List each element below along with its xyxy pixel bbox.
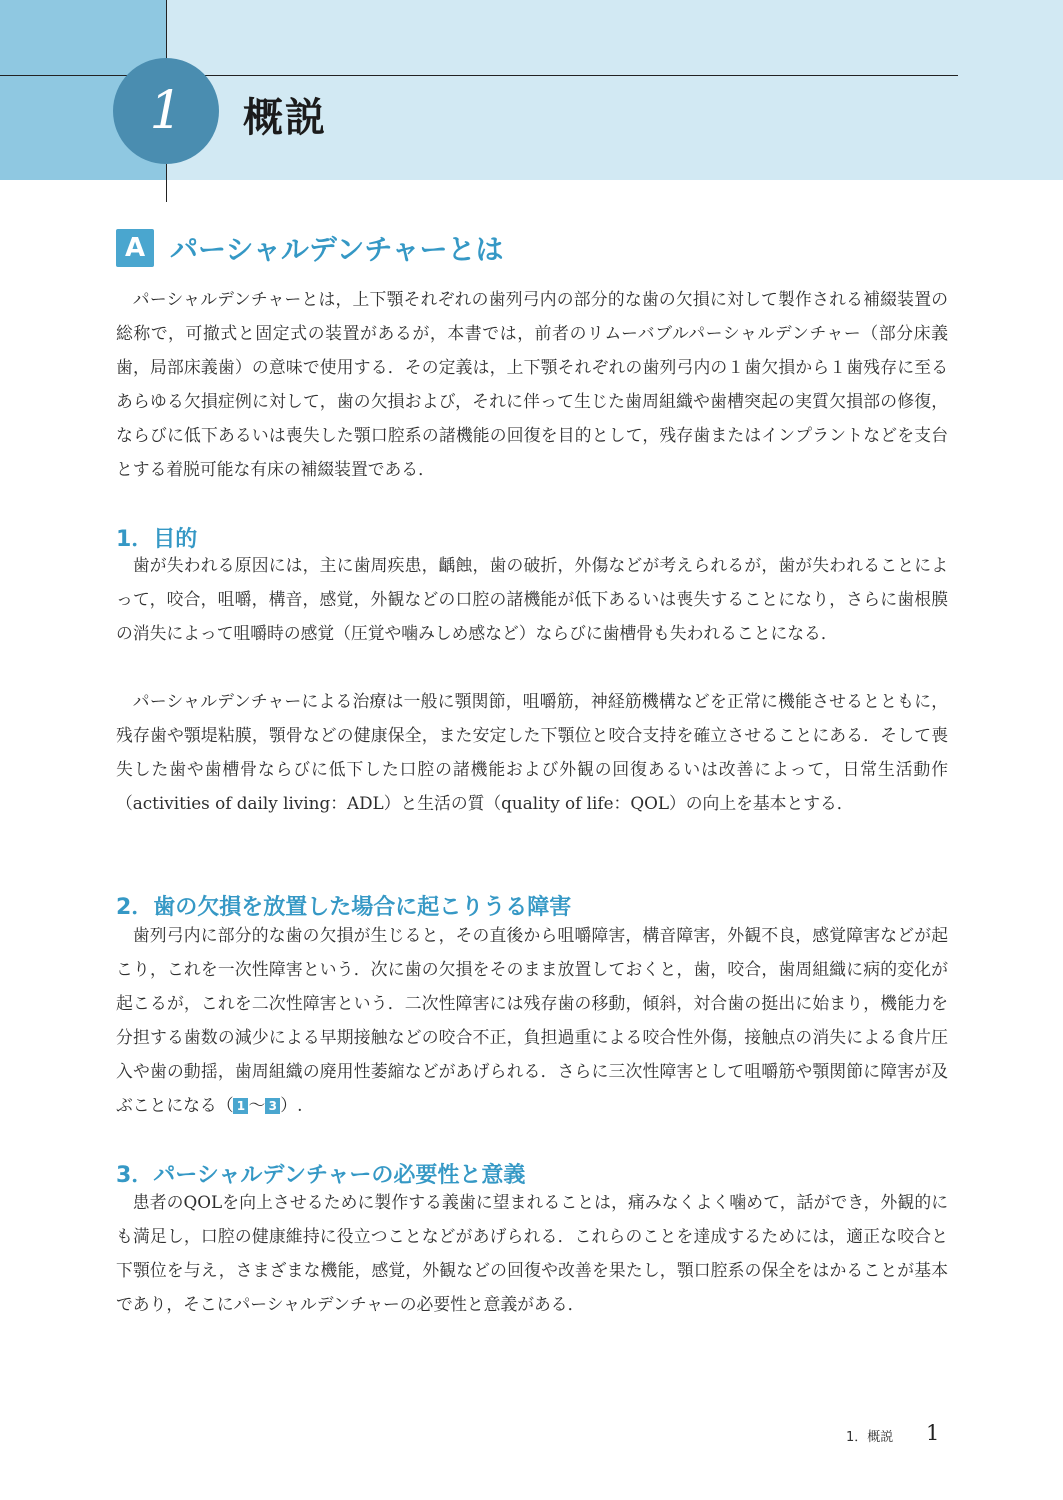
figure-ref-end[interactable]: 3 xyxy=(265,1098,280,1114)
section-title: パーシャルデンチャーとは xyxy=(170,233,504,266)
subsection-2-text: 歯列弓内に部分的な歯の欠損が生じると，その直後から咀嚼障害，構音障害，外観不良，感覚障害などが起こり，これを一次性障害という．次に歯の欠損をそのまま放置しておくと，歯，咬合，歯周組織に病的変化が起こるが，これを二次性障害という．二次性障害には残存歯の移動，傾斜，対合歯の挺出に始まり，機能力を分担する歯数の減少による早期接触などの咬合不正，負担過重による咬合性外傷，接触点の消失による食片圧入や歯の動揺，歯周組織の廃用性萎縮などがあげられる．さらに三次性障害として咀嚼筋や顎関節に障害が及ぶことになる（ xyxy=(116,925,948,1115)
footer-chapter-label: 1．概説 xyxy=(846,1430,894,1445)
figure-ref-separator: ～ xyxy=(248,1095,266,1115)
subsection-1-paragraph-2: パーシャルデンチャーによる治療は一般に顎関節，咀嚼筋，神経筋機構などを正常に機能させるとともに，残存歯や顎堤粘膜，顎骨などの健康保全，また安定した下顎位と咬合支持を確立させることにある．そして喪失した歯や歯槽骨ならびに低下した口腔の諸機能および外観の回復あるいは改善によって，日常生活動作（activities of daily living：ADL）と生活の質（quality of life：QOL）の向上を基本とする． xyxy=(116,691,948,813)
figure-ref-start[interactable]: 1 xyxy=(233,1098,248,1114)
subsection-3-paragraph-1: 患者のQOLを向上させるために製作する義歯に望まれることは，痛みなくよく噛めて，話ができ，外観的にも満足し，口腔の健康維持に役立つことなどがあげられる．これらのことを達成するためには，適正な咬合と下顎位を与え，さまざまな機能，感覚，外観などの回復や改善を果たし，顎口腔系の保全をはかることが基本であり，そこにパーシャルデンチャーの必要性と意義がある． xyxy=(116,1192,948,1314)
subsection-2-paragraph-1 xyxy=(116,918,948,1122)
subsection-2-text-end: ）. xyxy=(280,1095,303,1115)
page-number: 1 xyxy=(926,1421,940,1445)
intro-paragraph: パーシャルデンチャーとは，上下顎それぞれの歯列弓内の部分的な歯の欠損に対して製作される補綴装置の総称で，可撤式と固定式の装置があるが，本書では，前者のリムーバブルパーシャルデンチャー（部分床義歯，局部床義歯）の意味で使用する．その定義は，上下顎それぞれの歯列弓内の１歯欠損から１歯残存に至るあらゆる欠損症例に対して，歯の欠損および，それに伴って生じた歯周組織や歯槽突起の実質欠損部の修復，ならびに低下あるいは喪失した顎口腔系の諸機能の回復を目的として，残存歯またはインプラントなどを支台とする着脱可能な有床の補綴装置である． xyxy=(116,289,948,479)
chapter-number-badge: 1 xyxy=(113,58,219,164)
section-badge: A xyxy=(116,229,154,267)
subsection-2-title: 2．歯の欠損を放置した場合に起こりうる障害 xyxy=(116,895,572,920)
subsection-1-title: 1．目的 xyxy=(116,527,198,552)
subsection-1-paragraph-1: 歯が失われる原因には，主に歯周疾患，齲蝕，歯の破折，外傷などが考えられるが，歯が失われることによって，咬合，咀嚼，構音，感覚，外観などの口腔の諸機能が低下あるいは喪失することになり，さらに歯根膜の消失によって咀嚼時の感覚（圧覚や噛みしめ感など）ならびに歯槽骨も失われることになる． xyxy=(116,555,948,643)
subsection-3-title: 3．パーシャルデンチャーの必要性と意義 xyxy=(116,1163,526,1188)
chapter-title: 概説 xyxy=(243,95,327,141)
